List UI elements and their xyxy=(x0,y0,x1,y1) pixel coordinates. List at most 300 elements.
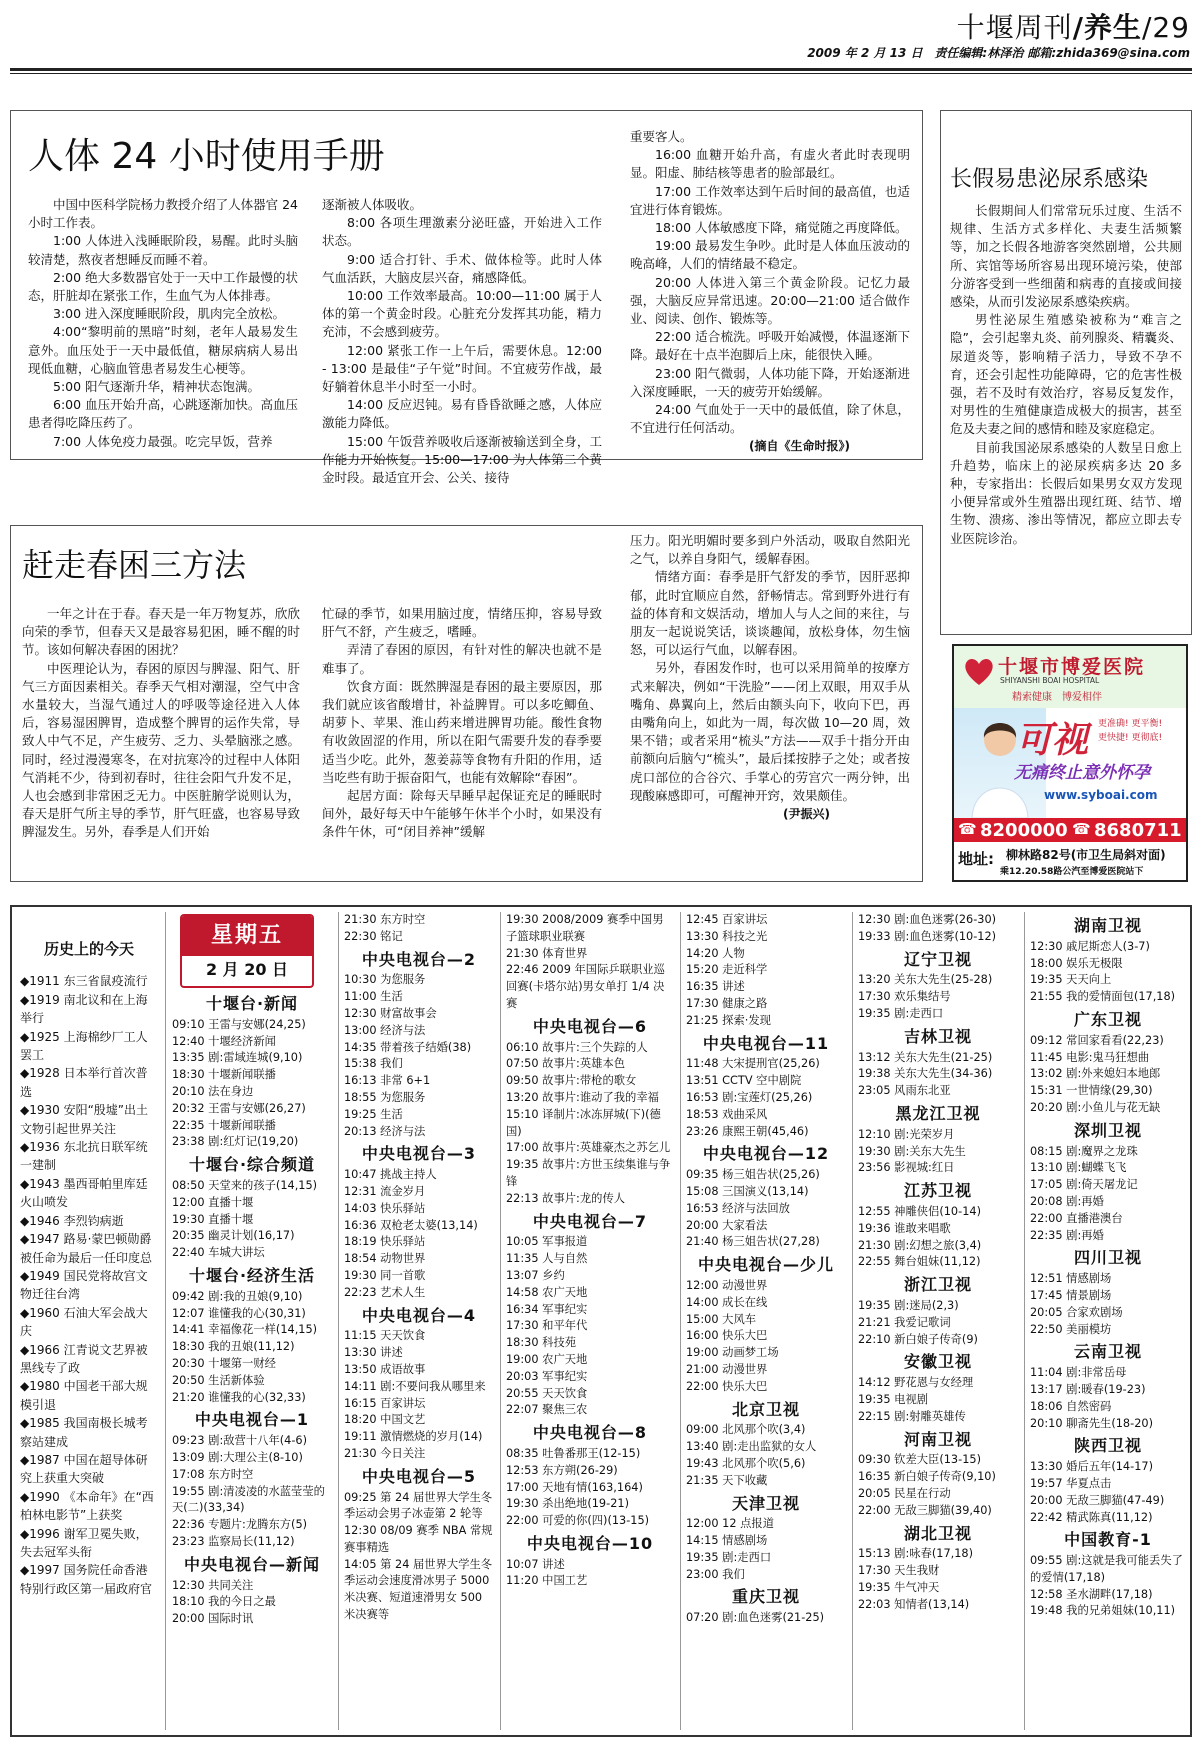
program-item: 17:30 欢乐集结号 xyxy=(858,990,951,1004)
program-item: 13:20 故事片:谁动了我的幸福 xyxy=(506,1090,659,1104)
history-item: ◆1980 中国老干部大规模引退 xyxy=(20,1379,148,1412)
article2-col2-p: 饮食方面：既然脾湿是春困的最主要原因，那我们就应该省酸增甘，补益脾胃。可以多吃鲫鱼、胡萝卜、苹果、淮山药来增进脾胃功能。酸性食物有收敛固涩的作用，所以在阳气需要升发的春季要适当少吃。此外，葱姜蒜等食物有升阳的作用，适当吃些有助于振奋阳气，也能有效解除“春困”。 xyxy=(322,678,602,785)
program-item: 20:10 聊斋先生(18-20) xyxy=(1030,1416,1153,1430)
phone-icon: ☎ xyxy=(1072,820,1091,838)
history-item: ◆1928 日本举行首次普选 xyxy=(20,1066,148,1099)
program-item: 20:50 生活新体验 xyxy=(172,1373,265,1387)
article1-col2-p: 15:00 午饭营养吸收后逐渐被输送到全身，工作能力开始恢复。15:00—17:00 为人体第二个黄金时段。最适宜开会、公关、接待 xyxy=(322,433,602,486)
program-item: 21:21 我爱记歌词 xyxy=(858,1315,951,1329)
program-item: 18:53 戏曲采风 xyxy=(686,1107,768,1121)
program-item: 23:26 康熙王朝(45,46) xyxy=(686,1124,809,1138)
program-item: 19:30 直播十堰 xyxy=(172,1212,254,1226)
article1-col2-p: 8:00 各项生理激素分泌旺盛，开始进入工作状态。 xyxy=(322,215,602,249)
article1-col1-p: 中国中医科学院杨力教授介绍了人体器官 24 小时工作表。 xyxy=(28,197,298,231)
channel-name: 深圳卫视 xyxy=(1073,1120,1142,1140)
program-item: 07:20 剧:血色迷雾(21-25) xyxy=(686,1611,825,1625)
tv-column-4 xyxy=(686,912,846,1627)
article2-col3-p: 压力。阳光明媚时要多到户外活动，吸取自然阳光之气，以养自身阳气，缓解春困。 xyxy=(630,533,910,567)
hospital-ad[interactable] xyxy=(952,644,1188,882)
program-item: 19:35 剧:走西口 xyxy=(858,1006,944,1020)
channel-name: 天津卫视 xyxy=(731,1493,800,1513)
program-item: 16:35 新白娘子传奇(9,10) xyxy=(858,1470,996,1484)
program-item: 18:55 为您服务 xyxy=(344,1090,426,1104)
program-item: 14:58 农广天地 xyxy=(506,1285,588,1299)
ad-pinyin: SHIYANSHI BOAI HOSPITAL xyxy=(1000,676,1100,685)
program-item: 19:00 农广天地 xyxy=(506,1352,588,1366)
article1-col3-p: 22:00 适合梳洗。呼吸开始减慢，体温逐渐下降。最好在十点半泡脚后上床，能很快入睡。 xyxy=(630,329,910,363)
article1-col1-p: 7:00 人体免疫力最强。吃完早饭，营养 xyxy=(53,433,273,449)
program-item: 13:07 乡约 xyxy=(506,1268,565,1282)
ad-motto: 精索健康 博爱相伴 xyxy=(1012,692,1102,703)
program-item: 19:35 电视剧 xyxy=(858,1392,929,1406)
history-item: ◆1925 上海棉纱厂工人罢工 xyxy=(20,1029,148,1063)
ad-bus: 乘12.20.58路公汽至博爱医院站下 xyxy=(1000,867,1144,877)
program-item: 09:25 第 24 届世界大学生冬季运动会男子冰壶第 2 轮等 xyxy=(344,1490,493,1521)
article1-col3-p: 23:00 阳气微弱，人体功能下降，开始逐渐进入深度睡眠，一天的疲劳开始缓解。 xyxy=(630,365,910,399)
program-item: 20:32 王雷与安娜(26,27) xyxy=(172,1101,306,1115)
program-item: 06:10 故事片:三个失踪的人 xyxy=(506,1040,648,1054)
program-item: 14:41 幸福像花一样(14,15) xyxy=(172,1323,318,1337)
channel-name: 中央电视台—4 xyxy=(361,1305,477,1325)
program-item: 17:00 故事片:英雄豪杰之苏乞儿 xyxy=(506,1141,671,1155)
channel-name: 重庆卫视 xyxy=(731,1587,800,1607)
program-item: 11:35 人与自然 xyxy=(506,1252,588,1266)
program-item: 13:50 成语故事 xyxy=(344,1362,426,1376)
channel-name: 湖南卫视 xyxy=(1073,916,1142,935)
divider xyxy=(852,912,853,1730)
program-item: 15:08 三国演义(13,14) xyxy=(686,1184,809,1198)
program-item: 09:35 杨三姐告状(25,26) xyxy=(686,1168,820,1182)
program-item: 19:48 我的兄弟姐妹(10,11) xyxy=(1030,1604,1176,1618)
history-item: ◆1996 谢军卫冕失败，失去冠军头衔 xyxy=(20,1526,148,1559)
article1-col3-p: 18:00 人体敏感度下降，痛觉随之再度降低。 xyxy=(655,220,908,236)
article1-col1-p: 5:00 阳气逐渐升华，精神状态饱满。 xyxy=(53,379,261,395)
history-item: ◆1911 东三省鼠疫流行 xyxy=(20,974,148,989)
program-item: 10:07 讲述 xyxy=(506,1557,565,1571)
program-item: 20:05 合家欢剧场 xyxy=(1030,1305,1123,1319)
program-item: 13:30 讲述 xyxy=(344,1346,403,1360)
weekday: 星期五 xyxy=(182,916,312,956)
program-item: 22:40 车城大讲坛 xyxy=(172,1246,265,1260)
program-item: 22:55 舞台姐妹(11,12) xyxy=(858,1255,981,1269)
channel-name: 中央电视台—7 xyxy=(532,1211,648,1231)
program-item: 22:23 艺术人生 xyxy=(344,1285,426,1299)
program-item: 19:30 杀出绝地(19-21) xyxy=(506,1497,629,1511)
program-item: 20:00 国际时讯 xyxy=(172,1612,254,1626)
program-item: 22:10 新白娘子传奇(9) xyxy=(858,1332,978,1346)
program-item: 23:00 我们 xyxy=(686,1567,745,1581)
history-item: ◆1960 石油大军会战大庆 xyxy=(20,1305,148,1339)
article2-col2-p: 弄清了春困的原因，有针对性的解决也就不是难事了。 xyxy=(322,642,602,676)
program-item: 21:20 谁懂我的心(32,33) xyxy=(172,1390,306,1404)
tv-column-5 xyxy=(858,912,1018,1613)
history-item: ◆1997 国务院任命香港特别行政区第一届政府官 xyxy=(20,1563,153,1596)
program-item: 12:31 流金岁月 xyxy=(344,1184,426,1198)
channel-name: 浙江卫视 xyxy=(903,1275,972,1295)
program-item: 11:00 生活 xyxy=(344,990,403,1004)
program-item: 20:03 军事纪实 xyxy=(506,1369,588,1383)
channel-name: 四川卫视 xyxy=(1073,1248,1142,1268)
program-item: 18:19 快乐驿站 xyxy=(344,1235,426,1249)
program-item: 18:30 我的丑娘(11,12) xyxy=(172,1340,295,1354)
history-item: ◆1947 路易·蒙巴顿勋爵被任命为最后一任印度总 xyxy=(20,1232,153,1265)
program-item: 23:56 影视城:红日 xyxy=(858,1161,955,1175)
program-item: 10:05 军事报道 xyxy=(506,1235,588,1249)
program-item: 19:30 同一首歌 xyxy=(344,1268,426,1282)
program-item: 12:10 剧:光荣岁月 xyxy=(858,1127,955,1141)
sidebar-para: 目前我国泌尿系感染的人数呈日愈上升趋势，临床上的泌尿疾病多达 20 多种，专家指出：长假后如果男女双方发现小便异常或外生殖器出现红斑、结节、增生物、溃疡、渗出等情况，都应立即去专业医院诊治。 xyxy=(950,439,1182,546)
program-item: 13:12 关东大先生(21-25) xyxy=(858,1050,993,1064)
program-item: 17:45 情景剧场 xyxy=(1030,1288,1112,1302)
program-item: 14:05 第 24 届世界大学生冬季运动会速度滑冰男子 5000 米决赛、短道速滑男女 500 米决赛等 xyxy=(344,1557,493,1622)
divider xyxy=(500,912,501,1730)
channel-name: 中央电视台—11 xyxy=(702,1033,830,1053)
history-item: ◆1943 墨西哥帕里库廷火山喷发 xyxy=(20,1176,148,1210)
history-item: ◆1949 国民党将故宫文物迁往台湾 xyxy=(20,1268,148,1302)
program-item: 12:30 08/09 赛季 NBA 常规赛事精选 xyxy=(344,1524,493,1554)
program-item: 19:35 牛气冲天 xyxy=(858,1580,940,1594)
program-item: 13:30 婚后五年(14-17) xyxy=(1030,1460,1153,1474)
program-item: 21:00 动漫世界 xyxy=(686,1362,768,1376)
program-item: 21:30 东方时空 xyxy=(344,913,426,926)
channel-name: 云南卫视 xyxy=(1073,1342,1142,1362)
program-item: 19:35 剧:迷局(2,3) xyxy=(858,1298,959,1312)
article1-title: 人体 24 小时使用手册 xyxy=(28,136,385,177)
tv-column-2 xyxy=(344,912,494,1624)
program-item: 08:50 天堂来的孩子(14,15) xyxy=(172,1178,318,1192)
program-item: 17:08 东方时空 xyxy=(172,1467,254,1481)
channel-name: 安徽卫视 xyxy=(903,1352,972,1372)
program-item: 18:00 娱乐无极限 xyxy=(1030,956,1123,970)
sidebar-title: 长假易患泌尿系感染 xyxy=(950,167,1149,192)
program-item: 09:42 剧:我的丑娘(9,10) xyxy=(172,1289,303,1303)
program-item: 19:35 剧:走西口 xyxy=(686,1550,772,1564)
divider xyxy=(680,912,681,1730)
program-item: 19:35 故事片:方世玉续集谁与争锋 xyxy=(506,1158,671,1188)
program-item: 20:35 幽灵计划(16,17) xyxy=(172,1229,295,1243)
program-item: 12:30 戚尼斯恋人(3-7) xyxy=(1030,939,1150,953)
article1-col1-p: 4:00“黎明前的黑暗”时刻，老年人最易发生意外。血压处于一天中最低值，糖尿病病人易出现低血糖，心脑血管患者易发生心梗等。 xyxy=(28,324,298,376)
article1-col2-p: 14:00 反应迟钝。易有昏昏欲睡之感，人体应激能力降低。 xyxy=(322,397,602,431)
program-item: 21:55 我的爱情面包(17,18) xyxy=(1030,990,1176,1004)
program-item: 07:50 故事片:英雄本色 xyxy=(506,1057,626,1071)
article1-col3-p: 20:00 人体进入第三个黄金阶段。记忆力最强，大脑反应异常迅速。20:00—21:00 适合做作业、阅读、创作、锻炼等。 xyxy=(630,274,910,327)
article1-col3-p: 17:00 工作效率达到午后时间的最高值，也适宜进行体育锻炼。 xyxy=(630,183,910,217)
channel-name: 十堰台·经济生活 xyxy=(188,1265,316,1285)
program-item: 13:35 剧:雷域连城(9,10) xyxy=(172,1051,303,1065)
article2-col2 xyxy=(322,605,602,842)
program-item: 13:02 剧:外来媳妇本地郎 xyxy=(1030,1067,1161,1081)
masthead-slash: / xyxy=(1072,11,1084,44)
program-item: 19:25 生活 xyxy=(344,1107,403,1121)
divider xyxy=(165,912,166,1730)
program-item: 12:30 剧:血色迷雾(26-30) xyxy=(858,913,997,926)
article2-col1-p: 一年之计在于春。春天是一年万物复苏，欣欣向荣的季节，但春天又是最容易犯困，睡不醒的时节。该如何解决春困的困扰？ xyxy=(22,606,300,658)
program-item: 12:00 动漫世界 xyxy=(686,1278,768,1292)
program-item: 19:30 2008/2009 赛季中国男子篮球职业联赛 xyxy=(506,913,664,943)
program-item: 14:20 人物 xyxy=(686,946,745,960)
masthead xyxy=(870,6,1190,42)
program-item: 17:05 剧:倚天屠龙记 xyxy=(1030,1178,1138,1192)
program-item: 09:50 故事片:带枪的歌女 xyxy=(506,1074,637,1088)
article1-col3 xyxy=(630,128,910,456)
history-list xyxy=(20,972,158,1598)
channel-name: 中央电视台—6 xyxy=(532,1016,648,1036)
program-item: 19:35 天天向上 xyxy=(1030,973,1112,987)
program-item: 22:15 剧:射雕英雄传 xyxy=(858,1409,966,1423)
program-item: 14:15 情感剧场 xyxy=(686,1534,768,1548)
program-item: 12:51 情感剧场 xyxy=(1030,1272,1112,1286)
program-item: 18:06 自然密码 xyxy=(1030,1399,1112,1413)
program-item: 12:00 直播十堰 xyxy=(172,1195,254,1209)
program-item: 22:00 可爱的你(四)(13-15) xyxy=(506,1514,650,1528)
program-item: 18:30 科技苑 xyxy=(506,1336,577,1350)
heart-logo-icon xyxy=(962,654,996,688)
program-item: 21:30 今日关注 xyxy=(344,1446,426,1460)
program-item: 17:30 和平年代 xyxy=(506,1319,588,1333)
program-item: 16:34 军事纪实 xyxy=(506,1302,588,1316)
program-item: 19:36 谁敢来唱歌 xyxy=(858,1221,951,1235)
article2-col2-p: 忙碌的季节，如果用脑过度，情绪压抑，容易导致肝气不舒，产生疲乏，嗜睡。 xyxy=(322,606,602,640)
channel-name: 中央电视台—新闻 xyxy=(183,1554,320,1574)
program-item: 22:46 2009 年国际乒联职业巡回赛(卡塔尔站)男女单打 1/4 决赛 xyxy=(506,963,665,1010)
program-item: 14:00 成长在线 xyxy=(686,1295,768,1309)
ad-tag2: 更快捷! 更彻底! xyxy=(1098,733,1163,743)
article1-col3-p: 重要客人。 xyxy=(630,129,693,144)
channel-name: 河南卫视 xyxy=(903,1429,972,1449)
program-item: 19:57 华夏点击 xyxy=(1030,1476,1112,1490)
program-item: 18:20 中国文艺 xyxy=(344,1413,426,1427)
program-item: 19:33 剧:血色迷雾(10-12) xyxy=(858,929,997,943)
program-item: 09:00 北风那个吹(3,4) xyxy=(686,1423,806,1437)
article1-source: (摘自《生命时报》) xyxy=(749,439,850,454)
program-item: 11:20 中国工艺 xyxy=(506,1574,588,1588)
article2-col1 xyxy=(22,605,300,842)
program-item: 15:10 译制片:冰冻屏城(下)(德国) xyxy=(506,1107,661,1138)
header-rule xyxy=(10,68,1192,71)
program-item: 09:23 剧:敌营十八年(4-6) xyxy=(172,1434,308,1448)
history-item: ◆1919 南北议和在上海举行 xyxy=(20,992,148,1026)
program-item: 19:55 剧:清凌凌的水蓝莹莹的天(二)(33,34) xyxy=(172,1484,325,1515)
program-item: 13:51 CCTV 空中剧院 xyxy=(686,1074,802,1088)
channel-name: 十堰台·新闻 xyxy=(205,994,299,1013)
program-item: 22:13 故事片:龙的传人 xyxy=(506,1191,626,1205)
program-item: 11:04 剧:非常岳母 xyxy=(1030,1366,1127,1380)
article2-source: (尹振兴) xyxy=(783,807,830,822)
channel-name: 北京卫视 xyxy=(731,1399,800,1419)
program-item: 22:00 无敌三脚猫(39,40) xyxy=(858,1503,992,1517)
program-item: 20:08 剧:再婚 xyxy=(1030,1194,1104,1208)
masthead-title: 十堰周刊 xyxy=(956,11,1073,44)
program-item: 08:35 吐鲁番那王(12-15) xyxy=(506,1446,641,1460)
program-item: 12:58 圣水湖畔(17,18) xyxy=(1030,1587,1153,1601)
article2-title: 赶走春困三方法 xyxy=(22,546,247,584)
program-item: 13:17 剧:暖春(19-23) xyxy=(1030,1382,1146,1396)
program-item: 19:00 动画梦工场 xyxy=(686,1346,779,1360)
channel-name: 江苏卫视 xyxy=(903,1181,972,1201)
program-item: 23:23 监察局长(11,12) xyxy=(172,1534,295,1548)
program-item: 17:00 天地有情(163,164) xyxy=(506,1480,643,1494)
article1-col1-p: 6:00 血压开始升高，心跳逐渐加快。高血压患者得吃降压药了。 xyxy=(28,397,298,431)
article2-col3-p: 另外，春困发作时，也可以采用简单的按摩方式来解决，例如“干洗脸”——闭上双眼，用双手从嘴角、鼻翼向上，然后由额头向下，收向下巴，再由嘴角向上，如此为一周，每次做 10—20 周，效果不错；或者采用“梳头”方法——双手十指分开由前额向后脑勺“梳头”，最后揉按脖子之处；或者按虎口部位的合谷穴、手掌心的劳宫穴一两分钟，出现酸麻感即可，可醒神开窍，效果颇佳。 xyxy=(630,660,910,803)
program-item: 16:13 非常 6+1 xyxy=(344,1074,431,1088)
tv-column-3 xyxy=(506,912,674,1590)
program-item: 20:20 剧:小鱼儿与花无缺 xyxy=(1030,1100,1161,1114)
ad-phone2: 8680711 xyxy=(1094,820,1182,841)
program-item: 11:15 天天饮食 xyxy=(344,1329,426,1343)
program-item: 16:36 双枪老太婆(13,14) xyxy=(344,1218,478,1232)
history-item: ◆1987 中国在超导体研究上获重大突破 xyxy=(20,1452,148,1486)
program-item: 15:00 大风车 xyxy=(686,1312,757,1326)
program-item: 16:53 剧:宝莲灯(25,26) xyxy=(686,1090,813,1104)
program-item: 10:47 挑战主持人 xyxy=(344,1168,437,1182)
program-item: 21:30 体育世界 xyxy=(506,946,588,960)
channel-name: 中央电视台—2 xyxy=(361,949,477,969)
sidebar-para: 长假期间人们常常玩乐过度、生活不规律、生活方式多样化、夫妻生活频繁等，加之长假各地游客突然剧增，公共厕所、宾馆等场所容易出现环境污染，使部分游客受到一些细菌和病毒的直接或间接感染，从而引发泌尿系感染疾病。 xyxy=(950,203,1182,310)
history-item: ◆1930 安阳“殷墟”出土文物引起世界关注 xyxy=(20,1103,149,1136)
program-item: 21:30 剧:幻想之旅(3,4) xyxy=(858,1238,982,1252)
channel-name: 陕西卫视 xyxy=(1073,1436,1142,1456)
program-item: 22:35 剧:再婚 xyxy=(1030,1228,1104,1242)
history-panel xyxy=(20,940,158,1598)
program-item: 19:30 剧:关东大先生 xyxy=(858,1144,966,1158)
channel-name: 湖北卫视 xyxy=(903,1523,972,1543)
program-item: 12:00 12 点报道 xyxy=(686,1517,775,1531)
history-item: ◆1966 江青说文艺界被黑线专了政 xyxy=(20,1342,148,1375)
article2-col1-p: 中医理论认为，春困的原因与脾湿、阳气、肝气三方面因素相关。春季天气相对潮湿，空气中含水量较大，当湿气通过人的呼吸等途径进入人体后，容易湿困脾胃，造成整个脾胃的运作失常，导致人中气不足，产生疲劳、乏力、头晕脑涨之感。同时，经过漫漫寒冬，在对抗寒冷的过程中人体阳气消耗不少，待到初春时，往往会阳气升发不足，人也会感到非常困乏无力。中医脏腑学说则认为，春天是肝气所主导的季节，肝气旺盛，也容易导致脾湿发生。另外，春季是人们开始 xyxy=(22,660,300,840)
program-item: 22:00 直播港澳台 xyxy=(1030,1211,1123,1225)
channel-name: 中央电视台—8 xyxy=(532,1423,648,1443)
phone-icon: ☎ xyxy=(958,820,977,838)
program-item: 22:07 聚焦三农 xyxy=(506,1403,588,1417)
program-item: 19:38 关东大先生(34-36) xyxy=(858,1067,993,1081)
program-item: 13:10 剧:蝴蝶飞飞 xyxy=(1030,1161,1127,1175)
article1-col1-p: 2:00 绝大多数器官处于一天中工作最慢的状态，肝脏却在紧张工作，生血气为人体排毒。 xyxy=(28,269,298,304)
article2-col3 xyxy=(630,532,910,823)
program-item: 20:30 十堰第一财经 xyxy=(172,1356,276,1370)
channel-name: 中央电视台—3 xyxy=(361,1144,477,1164)
program-item: 13:40 剧:走出监狱的女人 xyxy=(686,1440,817,1454)
program-item: 12:30 共同关注 xyxy=(172,1578,254,1592)
article1-col3-p: 24:00 气血处于一天中的最低值，除了休息，不宜进行任何活动。 xyxy=(630,402,910,436)
program-item: 13:20 关东大先生(25-28) xyxy=(858,973,993,987)
article1-col3-p: 19:00 最易发生争吵。此时是人体血压波动的晚高峰，人们的情绪最不稳定。 xyxy=(630,238,910,272)
program-item: 14:12 野花恩与女经理 xyxy=(858,1376,974,1390)
program-item: 13:09 剧:大理公主(8-10) xyxy=(172,1450,303,1464)
article2-col3-p: 情绪方面：春季是肝气舒发的季节，因肝恶抑郁，此时宜顺应自然，舒畅情志。常到野外进行有益的体育和文娱活动，增加人与人之间的来往，与朋友一起说说笑话，谈谈趣闻，放松身体，勿生恼怒，可以运行气血，以解春困。 xyxy=(630,569,910,658)
article2-col2-p: 起居方面：除每天早睡早起保证充足的睡眠时间外，最好每天中午能够午休半个小时，如果没有条件午休，可“闭目养神”缓解 xyxy=(322,788,602,840)
program-item: 12:53 东方朔(26-29) xyxy=(506,1463,618,1477)
channel-name: 中央电视台—1 xyxy=(194,1410,310,1430)
program-item: 22:03 知情者(13,14) xyxy=(858,1597,970,1611)
program-item: 09:55 剧:这就是我可能丢失了的爱情(17,18) xyxy=(1030,1554,1183,1584)
program-item: 11:45 电影:鬼马狂想曲 xyxy=(1030,1050,1150,1064)
program-item: 12:30 财富故事会 xyxy=(344,1006,437,1020)
program-item: 22:36 专题片:龙腾东方(5) xyxy=(172,1518,308,1532)
program-item: 15:20 走近科学 xyxy=(686,963,768,977)
channel-name: 中央电视台—5 xyxy=(361,1466,477,1486)
program-item: 10:30 为您服务 xyxy=(344,973,426,987)
program-item: 16:15 百家讲坛 xyxy=(344,1396,426,1410)
program-item: 16:35 讲述 xyxy=(686,980,745,994)
program-item: 22:35 十堰新闻联播 xyxy=(172,1118,276,1132)
program-item: 13:00 经济与法 xyxy=(344,1023,426,1037)
ad-address-label: 地址: xyxy=(958,850,994,868)
article1-col2-p: 9:00 适合打针、手术、做体检等。此时人体气血活跃，大脑皮层兴奋，痛感降低。 xyxy=(322,251,602,285)
program-item: 12:40 十堰经济新闻 xyxy=(172,1034,276,1048)
program-item: 20:00 大家看法 xyxy=(686,1218,768,1232)
tv-column-1 xyxy=(172,990,332,1628)
program-item: 17:30 健康之路 xyxy=(686,996,768,1010)
program-item: 20:13 经济与法 xyxy=(344,1124,426,1138)
channel-name: 中央电视台—12 xyxy=(702,1144,830,1164)
ad-url[interactable]: www.syboai.com xyxy=(1044,788,1158,802)
ad-phone1: 8200000 xyxy=(980,820,1068,841)
history-item: ◆1985 我国南极长城考察站建成 xyxy=(20,1416,148,1449)
program-item: 15:38 我们 xyxy=(344,1057,403,1071)
section-name: 养生 xyxy=(1083,11,1142,44)
program-item: 22:42 精武陈真(11,12) xyxy=(1030,1510,1153,1524)
program-item: 09:30 钦差大臣(13-15) xyxy=(858,1453,981,1467)
divider xyxy=(338,912,339,1730)
program-item: 14:03 快乐驿站 xyxy=(344,1201,426,1215)
program-item: 22:00 快乐大巴 xyxy=(686,1379,768,1393)
program-item: 23:38 剧:红灯记(19,20) xyxy=(172,1135,299,1149)
article1-col2-p: 逐渐被人体吸收。 xyxy=(322,197,423,212)
program-item: 19:43 北风那个吹(5,6) xyxy=(686,1456,806,1470)
program-item: 14:11 剧:不要问我从哪里来 xyxy=(344,1379,486,1393)
article1-col2-p: 10:00 工作效率最高。10:00—11:00 属于人体的第一个黄金时段。心脏充分发挥其功能，精力充沛，不会感到疲劳。 xyxy=(322,288,602,340)
history-title: 历史上的今天 xyxy=(43,940,134,958)
article1-col2-p: 12:00 紧张工作一上午后，需要休息。12:00 - 13:00 是最佳“子午觉”时间。不宜疲劳作战，最好躺着休息半小时至一小时。 xyxy=(322,342,602,395)
program-item: 18:54 动物世界 xyxy=(344,1252,426,1266)
program-item: 09:10 王雷与安娜(24,25) xyxy=(172,1017,306,1031)
tv-column-6 xyxy=(1030,912,1186,1620)
program-item: 22:30 铭记 xyxy=(344,929,403,943)
article1-col1 xyxy=(28,196,298,451)
program-item: 20:05 民星在行动 xyxy=(858,1486,951,1500)
sidebar-body xyxy=(950,202,1182,548)
program-item: 16:00 快乐大巴 xyxy=(686,1329,768,1343)
weekday-date: 2 月 20 日 xyxy=(205,960,289,979)
ad-subline: 无痛终止意外怀孕 xyxy=(1014,763,1150,783)
program-item: 14:35 带着孩子结婚(38) xyxy=(344,1040,472,1054)
program-item: 08:15 剧:魔界之龙珠 xyxy=(1030,1144,1138,1158)
ad-headline: 可视 xyxy=(1016,720,1089,761)
program-item: 16:53 经济与法回放 xyxy=(686,1201,790,1215)
program-item: 21:35 天下收藏 xyxy=(686,1473,768,1487)
weekday-banner xyxy=(180,914,314,988)
history-item: ◆1990 《本命年》在“西柏林电影节”上获奖 xyxy=(20,1489,154,1523)
article1-col1-p: 1:00 人体进入浅睡眠阶段，易醒。此时头脑较清楚，熬夜者想睡反而睡不着。 xyxy=(28,233,298,267)
program-item: 18:10 我的今日之最 xyxy=(172,1595,276,1609)
sidebar-para: 男性泌尿生殖感染被称为“难言之隐”，会引起睾丸炎、前列腺炎、精囊炎、尿道炎等，影响精子活力，导致不孕不育，还会引起性功能障碍，它的危害性极强，若不及时有效治疗，容易反复发作，对男性的生殖健康造成极大的损害，甚至危及夫妻之间的感情和睦及家庭稳定。 xyxy=(950,312,1182,437)
program-item: 21:25 探索·发现 xyxy=(686,1013,771,1027)
program-item: 12:07 谁懂我的心(30,31) xyxy=(172,1306,306,1320)
channel-name: 十堰台·综合频道 xyxy=(188,1155,316,1175)
channel-name: 黑龙江卫视 xyxy=(895,1103,981,1123)
page-number: /29 xyxy=(1141,11,1190,44)
program-item: 13:30 科技之光 xyxy=(686,929,768,943)
ad-hospital-name: 十堰市博爱医院 xyxy=(998,656,1146,678)
program-item: 23:05 风雨东北亚 xyxy=(858,1084,951,1098)
article1-col3-p: 16:00 血糖开始升高，有虚火者此时表现明显。阳虚、肺结核等患者的脸部最红。 xyxy=(630,147,910,181)
program-item: 15:31 一世情缘(29,30) xyxy=(1030,1084,1153,1098)
dateline: 2009 年 2 月 13 日 责任编辑:林泽治 邮箱:zhida369@sina.com xyxy=(807,46,1190,60)
article1-col1-p: 3:00 进入深度睡眠阶段，肌肉完全放松。 xyxy=(53,306,286,322)
program-item: 17:30 天生我财 xyxy=(858,1564,940,1578)
header-rule-thin xyxy=(10,73,1192,74)
